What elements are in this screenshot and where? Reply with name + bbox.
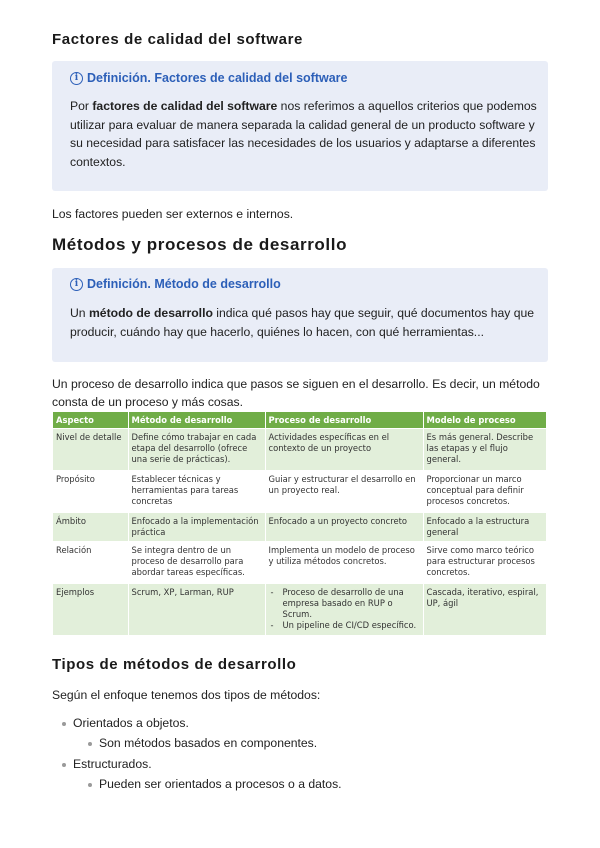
list-item: Orientados a objetos.: [62, 716, 189, 730]
bold-term: método de desarrollo: [88, 306, 213, 320]
table-cell: [265, 584, 423, 635]
header-cell: Método de desarrollo: [128, 412, 265, 429]
table-cell: Guiar y estructurar el desarrollo en un proyecto real.: [265, 471, 423, 513]
table-cell: Enfocado a la implementación práctica: [128, 513, 265, 542]
comparison-table: [53, 412, 547, 635]
bullet-list: [52, 716, 552, 796]
bullet-dot: [62, 763, 66, 767]
table-row: [53, 542, 546, 584]
table-cell: Nivel de detalle: [53, 429, 128, 471]
bullet-dot: [88, 742, 92, 746]
list-item: - Un pipeline de CI/CD específico.: [283, 620, 420, 631]
callout-body: Un método de desarrollo indica qué pasos hay que seguir, qué documentos hay que producir, cuándo hay que hacerlo, quiénes lo hacen, con qué herramientas...: [70, 306, 535, 339]
list-subitem: Pueden ser orientados a procesos o a datos.: [88, 777, 342, 791]
list-item: - Proceso de desarrollo de una empresa basado en RUP o Scrum.: [283, 587, 420, 620]
info-icon: i: [70, 72, 83, 85]
table-cell: Es más general. Describe las etapas y el flujo general.: [423, 429, 546, 471]
table-cell: Enfocado a un proyecto concreto: [265, 513, 423, 542]
paragraph-factores: Los factores pueden ser externos e internos.: [52, 207, 294, 221]
definition-callout-metodo: [52, 268, 548, 362]
info-icon: i: [70, 278, 83, 291]
table-cell: Sirve como marco teórico para estructurar procesos concretos.: [423, 542, 546, 584]
list-subitem: Son métodos basados en componentes.: [88, 736, 317, 750]
table-cell: Ejemplos: [53, 584, 128, 635]
table-cell: Cascada, iterativo, espiral, UP, ágil: [423, 584, 546, 635]
table-cell: Define cómo trabajar en cada etapa del desarrollo (ofrece una serie de prácticas).: [128, 429, 265, 471]
callout-body: Por factores de calidad del software nos referimos a aquellos criterios que podemos utilizar para evaluar de manera separada la calidad general de un producto software y su necesidad para satisfacer las necesidades de los usuarios y adaptarse a diferentes contextos.: [70, 99, 537, 169]
callout-title: i Definición. Factores de calidad del software: [70, 71, 348, 85]
table-row: [53, 471, 546, 513]
table-cell: Actividades específicas en el contexto de un proyecto: [265, 429, 423, 471]
table-row: [53, 584, 546, 635]
header-cell: Aspecto: [53, 412, 128, 429]
table-cell: Proporcionar un marco conceptual para definir procesos concretos.: [423, 471, 546, 513]
table-cell: Propósito: [53, 471, 128, 513]
table-cell: Implementa un modelo de proceso y utiliza métodos concretos.: [265, 542, 423, 584]
list-item: Estructurados.: [62, 757, 152, 771]
bullet-dot: [88, 783, 92, 787]
table-cell: Relación: [53, 542, 128, 584]
header-cell: Proceso de desarrollo: [265, 412, 423, 429]
definition-callout-factores: [52, 61, 548, 191]
bullet-dot: [62, 722, 66, 726]
table-cell: Ámbito: [53, 513, 128, 542]
table-header-row: [53, 412, 546, 429]
table-row: [53, 513, 546, 542]
callout-title: i Definición. Método de desarrollo: [70, 277, 281, 291]
paragraph-proceso: Un proceso de desarrollo indica que pasos se siguen en el desarrollo. Es decir, un método consta de un proceso y más cosas.: [52, 377, 540, 409]
paragraph-tipos: Según el enfoque tenemos dos tipos de métodos:: [52, 688, 321, 702]
table-cell: Enfocado a la estructura general: [423, 513, 546, 542]
table-row: [53, 429, 546, 471]
heading-factores-calidad: Factores de calidad del software: [52, 31, 303, 48]
table-cell: Se integra dentro de un proceso de desarrollo para abordar tareas específicas.: [128, 542, 265, 584]
table-cell: Scrum, XP, Larman, RUP: [128, 584, 265, 635]
examples-list: [269, 587, 420, 631]
header-cell: Modelo de proceso: [423, 412, 546, 429]
table-cell: Establecer técnicas y herramientas para tareas concretas: [128, 471, 265, 513]
heading-metodos-procesos: Métodos y procesos de desarrollo: [52, 235, 348, 254]
bold-term: factores de calidad del software: [92, 99, 278, 113]
heading-tipos-metodos: Tipos de métodos de desarrollo: [52, 656, 297, 673]
